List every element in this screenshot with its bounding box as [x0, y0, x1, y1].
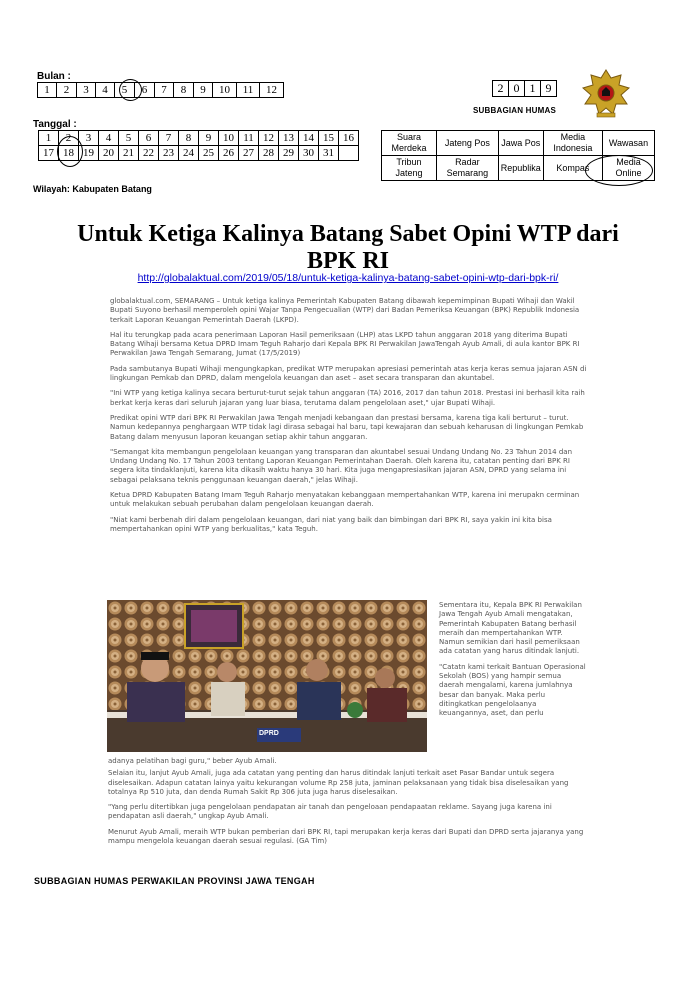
tanggal-cell: 27 [239, 146, 259, 161]
tanggal-cell: 5 [119, 131, 139, 146]
year-digit-cell: 2 [493, 81, 509, 97]
year-digit-cell: 9 [541, 81, 557, 97]
media-table [381, 130, 655, 181]
article-paragraph: "Semangat kita membangun pengelolaan keuangan yang transparan dan akuntabel sesuai Undang Undang No. 23 Tahun 2014 dan Undang Undang No. 17 Tahun 2003 tentang Laporan Keuangan Pemerintahan Daerah. Oleh karena itu, catatan penting dari BPK RI segera kita tindaklanjuti, karena kita dikasih waktu hanya 30 hari. Kita juga mengapresiasikan jajaran ASN, DPRD yang selama ini sebagai pelaksana teknis penggunaan keuangan daerah," jelas Wihaji. [110, 447, 573, 484]
tanggal-cell: 11 [239, 131, 259, 146]
tanggal-cell: 31 [319, 146, 339, 161]
article-body-bottom [108, 757, 586, 852]
bulan-cell: 11 [237, 83, 260, 98]
media-option-cell: Republika [498, 156, 543, 181]
tanggal-cell: 12 [259, 131, 279, 146]
bulan-cell: 4 [96, 83, 115, 98]
tanggal-cell: 13 [279, 131, 299, 146]
tanggal-cell: 28 [259, 146, 279, 161]
tanggal-cell: 9 [199, 131, 219, 146]
bulan-cell: 5 [115, 83, 135, 98]
bulan-label: Bulan : [37, 71, 71, 82]
article-paragraph: "Niat kami berbenah diri dalam pengelolaan keuangan, dari niat yang baik dan bimbingan dari BPK RI, saya yakin ini kita bisa mempertahankan opini WTP yang berkualitas," kata Teguh. [110, 515, 552, 533]
bulan-grid [37, 82, 284, 98]
article-paragraph: Pada sambutanya Bupati Wihaji mengungkapkan, predikat WTP merupakan apresiasi pemerintah atas kerja keras semua jajaran ASN di lingkungan Pemkab dan DPRD, dalam mengelola keuangan dan aset – aset secara transparan dan akuntabel. [110, 364, 587, 383]
media-option-cell: Media Online [602, 156, 654, 181]
tanggal-cell: 24 [179, 146, 199, 161]
article-paragraph: globalaktual.com, SEMARANG – Untuk ketiga kalinya Pemerintah Kabupaten Batang dibawah kepemimpinan Bupati Wihaji dan Wakil Bupati Suyono berhasil memperoleh opini Wajar Tanpa Pengecualian (WTP) dari Badan Pemeriksa Keuangan (BPK) Republik Indonesia terkait Laporan Keuangan Pemerintah Daerah (LKPD). [110, 297, 580, 324]
media-option-cell: Tribun Jateng [382, 156, 437, 181]
subbagian-humas-label: SUBBAGIAN HUMAS [473, 106, 556, 115]
tanggal-cell: 4 [99, 131, 119, 146]
media-option-cell: Radar Semarang [436, 156, 498, 181]
bulan-cell: 7 [155, 83, 174, 98]
bulan-cell: 10 [213, 83, 237, 98]
bulan-cell: 8 [174, 83, 194, 98]
article-paragraph: Hal itu terungkap pada acara penerimaan Laporan Hasil pemeriksaan (LHP) atas LKPD tahun anggaran 2018 yang diterima Bupati Batang Wihaji bersama Ketua DPRD Imam Teguh Raharjo dari Kepala BPK RI Perwakilan JawaTengah Ayub Amali, di aula kantor BPK RI Perwakilan Jawa Tengah Semarang, Jumat (17/5/2019) [110, 330, 580, 358]
article-body-top [110, 297, 588, 540]
tanggal-label: Tanggal : [33, 119, 77, 130]
tanggal-cell: 6 [139, 131, 159, 146]
tanggal-cell: 22 [139, 146, 159, 161]
tanggal-cell: 15 [319, 131, 339, 146]
media-option-cell: Jawa Pos [498, 131, 543, 156]
article-side-column [439, 601, 587, 725]
article-paragraph: Selaian itu, lanjut Ayub Amali, juga ada catatan yang penting dan harus ditindak lanjuti terkait aset Pasar Bandar untuk segera diselesaikan. Adapun catatan lainya yaitu kekurangan volume Rp 258 juta, jaminan pelaksanaan yang tidak bisa diselesaikan yang totalnya Rp 510 juta, dan denda Rumah Sakit Rp 306 juta juga harus diselesaikan. [108, 769, 569, 796]
tanggal-cell: 30 [299, 146, 319, 161]
media-option-cell: Wawasan [602, 131, 654, 156]
year-digit-cell: 1 [525, 81, 541, 97]
tanggal-cell: 20 [99, 146, 119, 161]
media-option-cell: Kompas [543, 156, 602, 181]
article-url-link[interactable]: http://globalaktual.com/2019/05/18/untuk-ketiga-kalinya-batang-sabet-opini-wtp-dari-bpk-ri/ [137, 272, 559, 284]
tanggal-cell: 16 [339, 131, 359, 146]
article-paragraph: Predikat opini WTP dari BPK RI Perwakilan Jawa Tengah menjadi kebangaan dan prestasi bersama, karena tiga kali berturut – turut. Namun kedepannya penghargaan WTP tidak lagi dirasa sebagai hal baru, tapi kewajaran dan sebuah keharusan di lingkungan Pemkab Batang dalam menyusun laporan keuangan setiap akhir tahun anggaran. [110, 413, 584, 441]
photo-dprd-sign: DPRD [259, 730, 279, 737]
tanggal-cell: 18 [59, 146, 79, 161]
footer-label: SUBBAGIAN HUMAS PERWAKILAN PROVINSI JAWA TENGAH [34, 876, 315, 886]
tanggal-cell: 2 [59, 131, 79, 146]
bulan-cell: 12 [260, 83, 284, 98]
tanggal-cell [339, 146, 359, 161]
article-title [0, 221, 696, 275]
bulan-cell: 3 [77, 83, 96, 98]
tanggal-cell: 23 [159, 146, 179, 161]
article-side-paragraph: "Catatn kami terkait Bantuan Operasional Sekolah (BOS) yang hampir semua daerah mengalami, karena jumlahnya besar dan banyak. Maka perlu ditingkatkan pengelolaanya keuangannya, aset, dan perlu [439, 662, 586, 718]
year-box [492, 80, 557, 97]
tanggal-cell: 25 [199, 146, 219, 161]
tanggal-cell: 10 [219, 131, 239, 146]
tanggal-cell: 17 [39, 146, 59, 161]
tanggal-grid [38, 130, 359, 161]
article-paragraph: Ketua DPRD Kabupaten Batang Imam Teguh Raharjo menyatakan kebanggaan mempertahankan WTP, karena ini merupakn cerminan untuk melakukan sebuah perubahan dalam pengelolaan keuangan daerah. [110, 491, 580, 509]
media-option-cell: Suara Merdeka [382, 131, 437, 156]
article-side-paragraph: Sementara itu, Kepala BPK RI Perwakilan Jawa Tengah Ayub Amali mengatakan, Pemerintah Kabupaten Batang berhasil meraih dan mempertahankan WTP. Namun semikian dari hasil pemeriksaan ada catatan yang harus ditindak lanjuti. [439, 601, 582, 656]
tanggal-cell: 19 [79, 146, 99, 161]
bulan-cell: 2 [57, 83, 77, 98]
article-title-line2: BPK RI [306, 248, 389, 274]
tanggal-cell: 1 [39, 131, 59, 146]
tanggal-cell: 8 [179, 131, 199, 146]
bulan-cell: 1 [38, 83, 57, 98]
tanggal-cell: 21 [119, 146, 139, 161]
media-option-cell: Media Indonesia [543, 131, 602, 156]
bulan-cell: 9 [194, 83, 213, 98]
tanggal-cell: 3 [79, 131, 99, 146]
tanggal-cell: 29 [279, 146, 299, 161]
year-digit-cell: 0 [509, 81, 525, 97]
bulan-cell: 6 [135, 83, 155, 98]
article-paragraph: "Ini WTP yang ketiga kalinya secara berturut-turut sejak tahun anggaran (TA) 2016, 2017 dan tahun 2018. Prestasi ini berhasil kita raih berkat kerja keras dari seluruh jajaran yang luar biasa, terutama dalam pengelolaan aset," ujar Bupati Wihaji. [110, 389, 585, 407]
garuda-emblem-icon [577, 66, 635, 124]
wilayah-label: Wilayah: Kabupaten Batang [33, 184, 152, 194]
article-photo [107, 600, 427, 752]
tanggal-cell: 14 [299, 131, 319, 146]
article-paragraph: "Yang perlu ditertibkan juga pengelolaan pendapatan air tanah dan pengeloaan pendapaatan reklame. Sayang juga karena ini pendapatan asli daerah," ungkap Ayub Amali. [108, 803, 552, 821]
article-paragraph: Menurut Ayub Amali, meraih WTP bukan pemberian dari BPK RI, tapi merupakan kerja keras dari Bupati dan DPRD serta jajaranya yang mampu mengelola keuangan daerah sesuai regulasi. (GA Tim) [108, 827, 584, 846]
tanggal-cell: 26 [219, 146, 239, 161]
media-option-cell: Jateng Pos [436, 131, 498, 156]
article-paragraph-continued: adanya pelatihan bagi guru," beber Ayub Amali. [108, 757, 277, 765]
tanggal-cell: 7 [159, 131, 179, 146]
article-title-line1: Untuk Ketiga Kalinya Batang Sabet Opini WTP dari [77, 221, 619, 247]
